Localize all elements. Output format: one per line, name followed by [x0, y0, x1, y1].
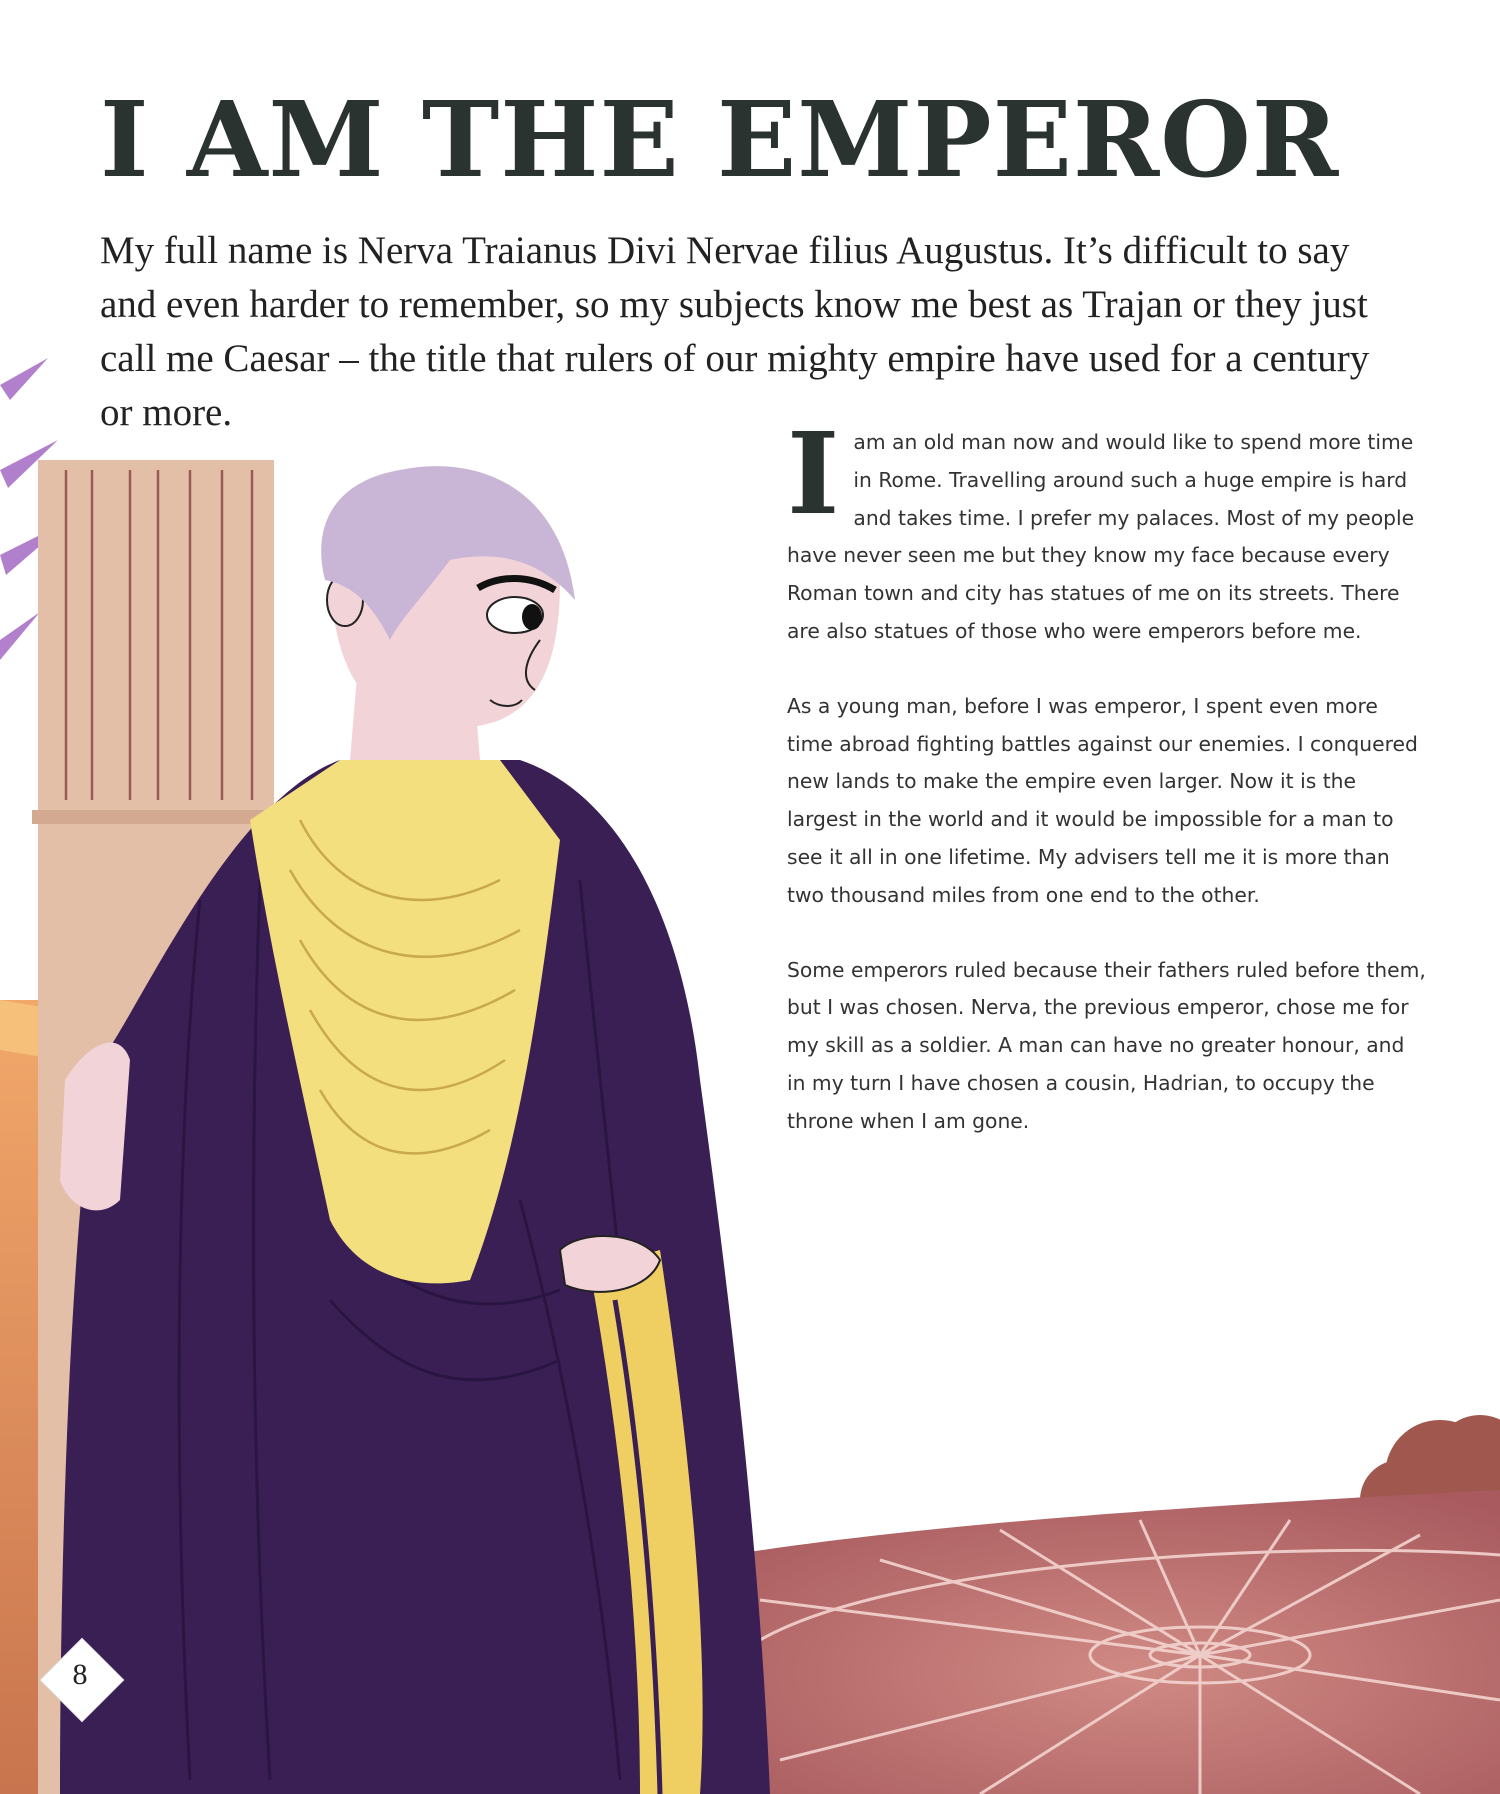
body-paragraph-3: Some emperors ruled because their fathers ruled before them, but I was chosen. Nerva, the previous emperor, chose me for my skill as a soldier. A man can have no greater honour, and in my turn I have chosen a cousin, Hadrian, to occupy the throne when I am gone. — [787, 957, 1426, 1133]
page-number: 8 — [72, 1658, 88, 1691]
body-text — [787, 409, 1427, 1178]
plaza-floor-icon — [700, 1490, 1500, 1794]
body-paragraph-2: As a young man, before I was emperor, I spent even more time abroad fighting battles against our enemies. I conquered new lands to make the empire even larger. Now it is the largest in the world and it would be impossible for a man to see it all in one lifetime. My advisers tell me it is more than two thousand miles from one end to the other. — [787, 693, 1418, 907]
body-paragraph-1-text: am an old man now and would like to spend more time in Rome. Travelling around such a huge empire is hard and takes time. I prefer my palaces. Most of my people have never seen me but they know my face because every Roman town and city has statues of me on its streets. There are also statues of those who were emperors before me. — [787, 430, 1415, 643]
drop-cap: I — [787, 409, 840, 540]
intro-paragraph: My full name is Nerva Traianus Divi Nervae filius Augustus. It’s difficult to say and even harder to remember, so my subjects know me best as Trajan or they just call me Caesar – the title that rulers of our mighty empire have used for a century or more. — [100, 229, 1370, 434]
body-paragraph-1 — [787, 409, 1427, 651]
page-title: I AM THE EMPEROR — [100, 78, 1340, 201]
page-number-badge — [40, 1638, 120, 1718]
